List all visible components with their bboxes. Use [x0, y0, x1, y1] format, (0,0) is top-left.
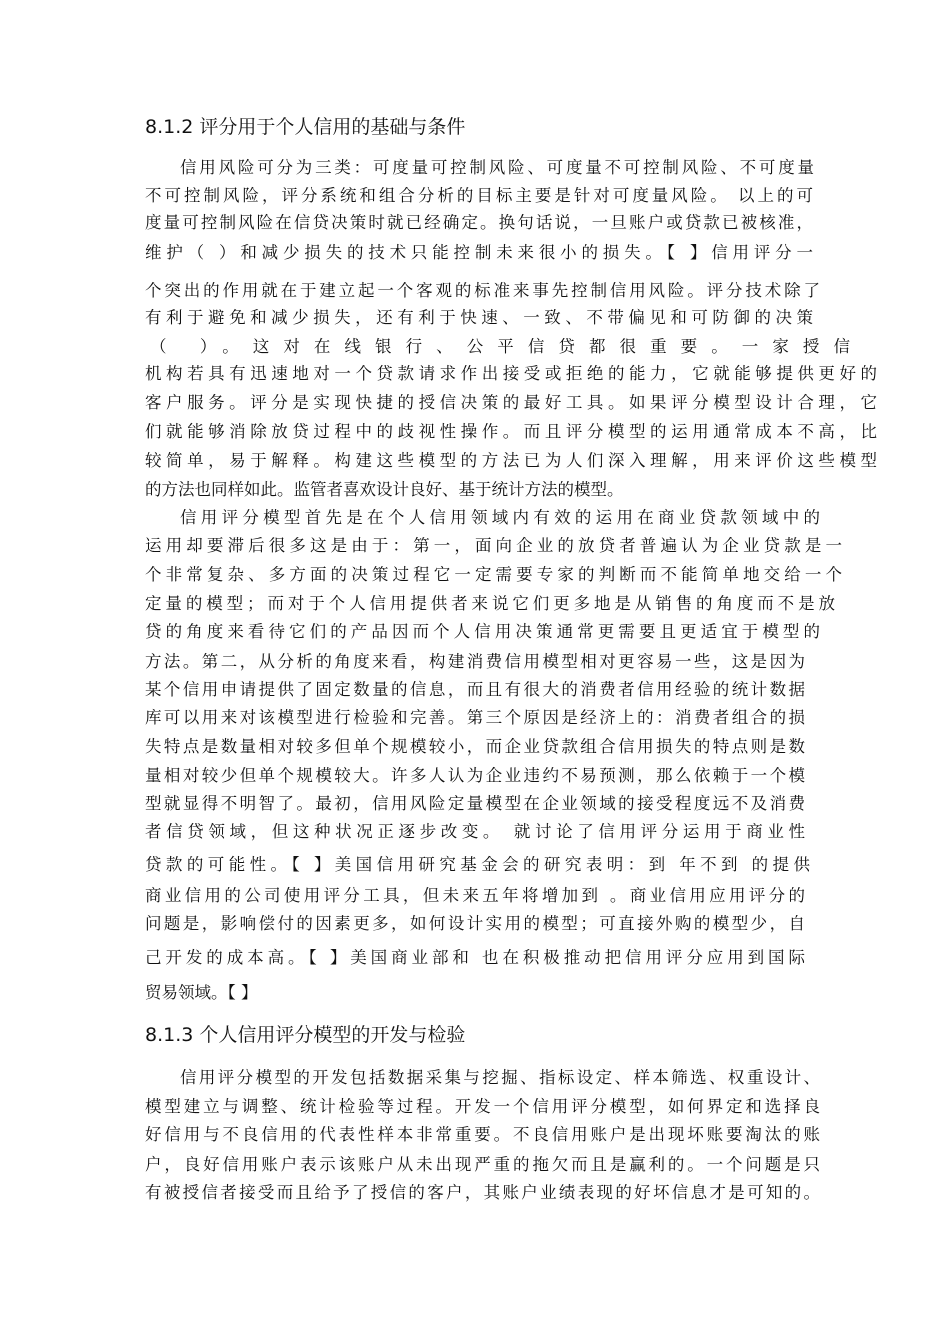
paragraph-line: 商业信用的公司使用评分工具，但未来五年将增加到 。商业信用应用评分的 — [145, 886, 805, 905]
section-heading: 8.1.3 个人信用评分模型的开发与检验 — [145, 1024, 466, 1046]
paragraph-line: 型就显得不明智了。最初，信用风险定量模型在企业领域的接受程度远不及消费 — [145, 794, 805, 813]
paragraph-line: 信用风险可分为三类：可度量可控制风险、可度量不可控制风险、不可度量 — [180, 158, 814, 177]
paragraph-line: 度量可控制风险在信贷决策时就已经确定。换句话说，一旦账户或贷款已被核准， — [145, 213, 813, 232]
paragraph-line: 方法。第二，从分析的角度来看，构建消费信用模型相对更容易一些，这是因为 — [145, 652, 805, 671]
paragraph-line: 个突出的作用就在于建立起一个客观的标准来事先控制信用风险。评分技术除了 — [145, 281, 820, 300]
paragraph-line: 问题是，影响偿付的因素更多，如何设计实用的模型；可直接外购的模型少，自 — [145, 914, 805, 933]
paragraph-line: 贷的角度来看待它们的产品因而个人信用决策通常更需要且更适宜于模型的 — [145, 622, 820, 641]
paragraph-line: 信用评分模型的开发包括数据采集与挖掘、指标设定、样本筛选、权重设计、 — [180, 1068, 820, 1087]
paragraph-line: 运用却要滞后很多这是由于：第一，面向企业的放贷者普遍认为企业贷款是一 — [145, 536, 842, 555]
paragraph-line: 贸易领域。【 】 — [145, 983, 258, 1002]
paragraph-line: 的方法也同样如此。监管者喜欢设计良好、基于统计方法的模型。 — [145, 480, 624, 499]
paragraph-line: 不可控制风险，评分系统和组合分析的目标主要是针对可度量风险。 以上的可 — [145, 186, 813, 205]
paragraph-line: 者信贷领域，但这种状况正逐步改变。 就讨论了信用评分运用于商业性 — [145, 822, 805, 841]
paragraph-line: （ ）。这对在线银行、公平信贷都很重要。一家授信 — [150, 337, 850, 356]
paragraph-line: 库可以用来对该模型进行检验和完善。第三个原因是经济上的：消费者组合的损 — [145, 708, 805, 727]
paragraph-line: 失特点是数量相对较多但单个规模较小，而企业贷款组合信用损失的特点则是数 — [145, 737, 805, 756]
paragraph-line: 机构若具有迅速地对一个贷款请求作出接受或拒绝的能力，它就能够提供更好的 — [145, 364, 877, 383]
paragraph-line: 们就能够消除放贷过程中的歧视性操作。而且评分模型的运用通常成本不高，比 — [145, 422, 877, 441]
paragraph-line: 己开发的成本高。【 】美国商业部和 也在积极推动把信用评分应用到国际 — [145, 948, 805, 967]
paragraph-line: 有利于避免和减少损失，还有利于快速、一致、不带偏见和可防御的决策 — [145, 308, 813, 327]
paragraph-line: 个非常复杂、多方面的决策过程它一定需要专家的判断而不能简单地交给一个 — [145, 565, 842, 584]
paragraph-line: 有被授信者接受而且给予了授信的客户，其账户业绩表现的好坏信息才是可知的。 — [145, 1183, 820, 1202]
paragraph-line: 户，良好信用账户表示该账户从未出现严重的拖欠而且是赢利的。一个问题是只 — [145, 1155, 820, 1174]
paragraph-line: 较简单，易于解释。构建这些模型的方法已为人们深入理解，用来评价这些模型 — [145, 451, 877, 470]
paragraph-line: 量相对较少但单个规模较大。许多人认为企业违约不易预测，那么依赖于一个模 — [145, 766, 805, 785]
paragraph-line: 信用评分模型首先是在个人信用领域内有效的运用在商业贷款领域中的 — [180, 508, 820, 527]
paragraph-line: 维护（ ）和减少损失的技术只能控制未来很小的损失。【 】信用评分一 — [145, 243, 813, 262]
paragraph-line: 模型建立与调整、统计检验等过程。开发一个信用评分模型，如何界定和选择良 — [145, 1097, 820, 1116]
paragraph-line: 某个信用申请提供了固定数量的信息，而且有很大的消费者信用经验的统计数据 — [145, 680, 805, 699]
paragraph-line: 贷款的可能性。【 】美国信用研究基金会的研究表明：到 年不到 的提供 — [145, 855, 810, 874]
paragraph-line: 好信用与不良信用的代表性样本非常重要。不良信用账户是出现坏账要淘汰的账 — [145, 1125, 820, 1144]
paragraph-line: 定量的模型；而对于个人信用提供者来说它们更多地是从销售的角度而不是放 — [145, 594, 835, 613]
section-heading: 8.1.2 评分用于个人信用的基础与条件 — [145, 116, 466, 138]
paragraph-line: 客户服务。评分是实现快捷的授信决策的最好工具。如果评分模型设计合理，它 — [145, 393, 877, 412]
